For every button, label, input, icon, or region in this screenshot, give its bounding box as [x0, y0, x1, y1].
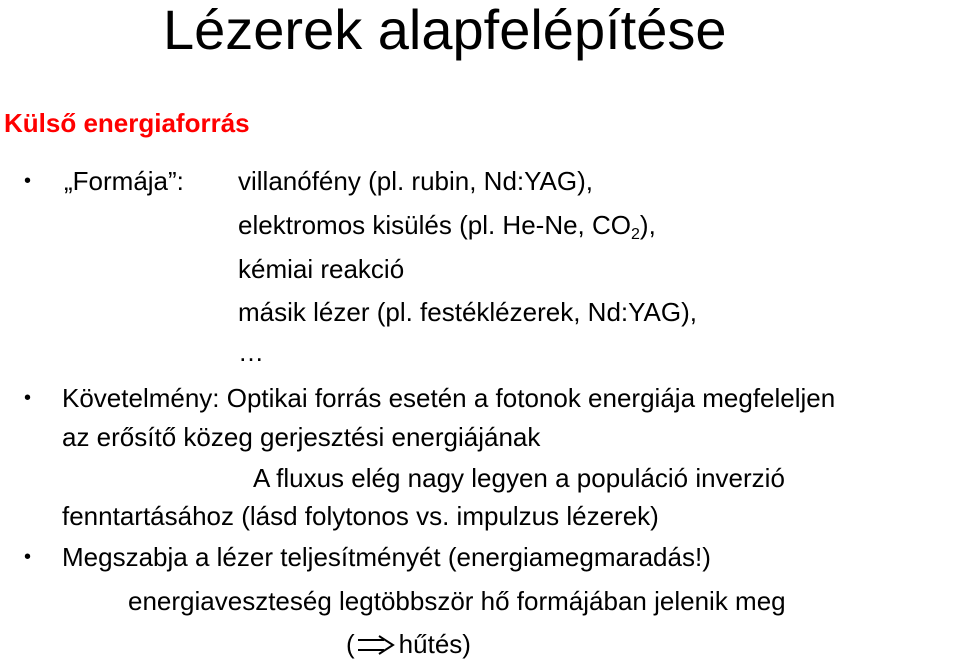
kovetelmeny-line-2: az erősítő közeg gerjesztési energiájának [62, 422, 541, 452]
kovetelmeny-line-4: fenntartásához (lásd folytonos vs. impulzus lézerek) [62, 501, 659, 531]
forma-line-4: másik lézer (pl. festéklézerek, Nd:YAG), [238, 297, 697, 327]
megszabja-line-1: Megszabja a lézer teljesítményét (energiamegmaradás!) [62, 542, 711, 572]
forma-line-2-end: ), [639, 210, 656, 240]
bullet-icon: • [24, 170, 32, 192]
forma-line-1: villanófény (pl. rubin, Nd:YAG), [238, 166, 593, 196]
forma-line-2-text: elektromos kisülés (pl. He-Ne, CO [238, 210, 631, 240]
kovetelmeny-line-3: A fluxus elég nagy legyen a populáció inverzió [253, 463, 785, 493]
forma-line-5: … [238, 337, 264, 367]
forma-label: „Formája”: [64, 166, 184, 196]
page-title: Lézerek alapfelépítése [163, 0, 727, 61]
section-heading: Külső energiaforrás [4, 108, 250, 138]
implies-arrow-icon [357, 635, 395, 655]
kovetelmeny-line-1: Követelmény: Optikai forrás esetén a fotonok energiája megfeleljen [62, 383, 836, 413]
hutes-text: hűtés) [398, 629, 471, 659]
bullet-icon: • [24, 546, 32, 568]
forma-line-3: kémiai reakció [238, 254, 405, 284]
megszabja-line-2: energiaveszteség legtöbbször hő formájában jelenik meg [128, 586, 786, 616]
forma-line-2 [238, 209, 656, 241]
megszabja-line-3 [346, 628, 471, 660]
co2-subscript: 2 [631, 226, 640, 243]
open-paren: ( [346, 629, 355, 659]
bullet-icon: • [24, 387, 32, 409]
